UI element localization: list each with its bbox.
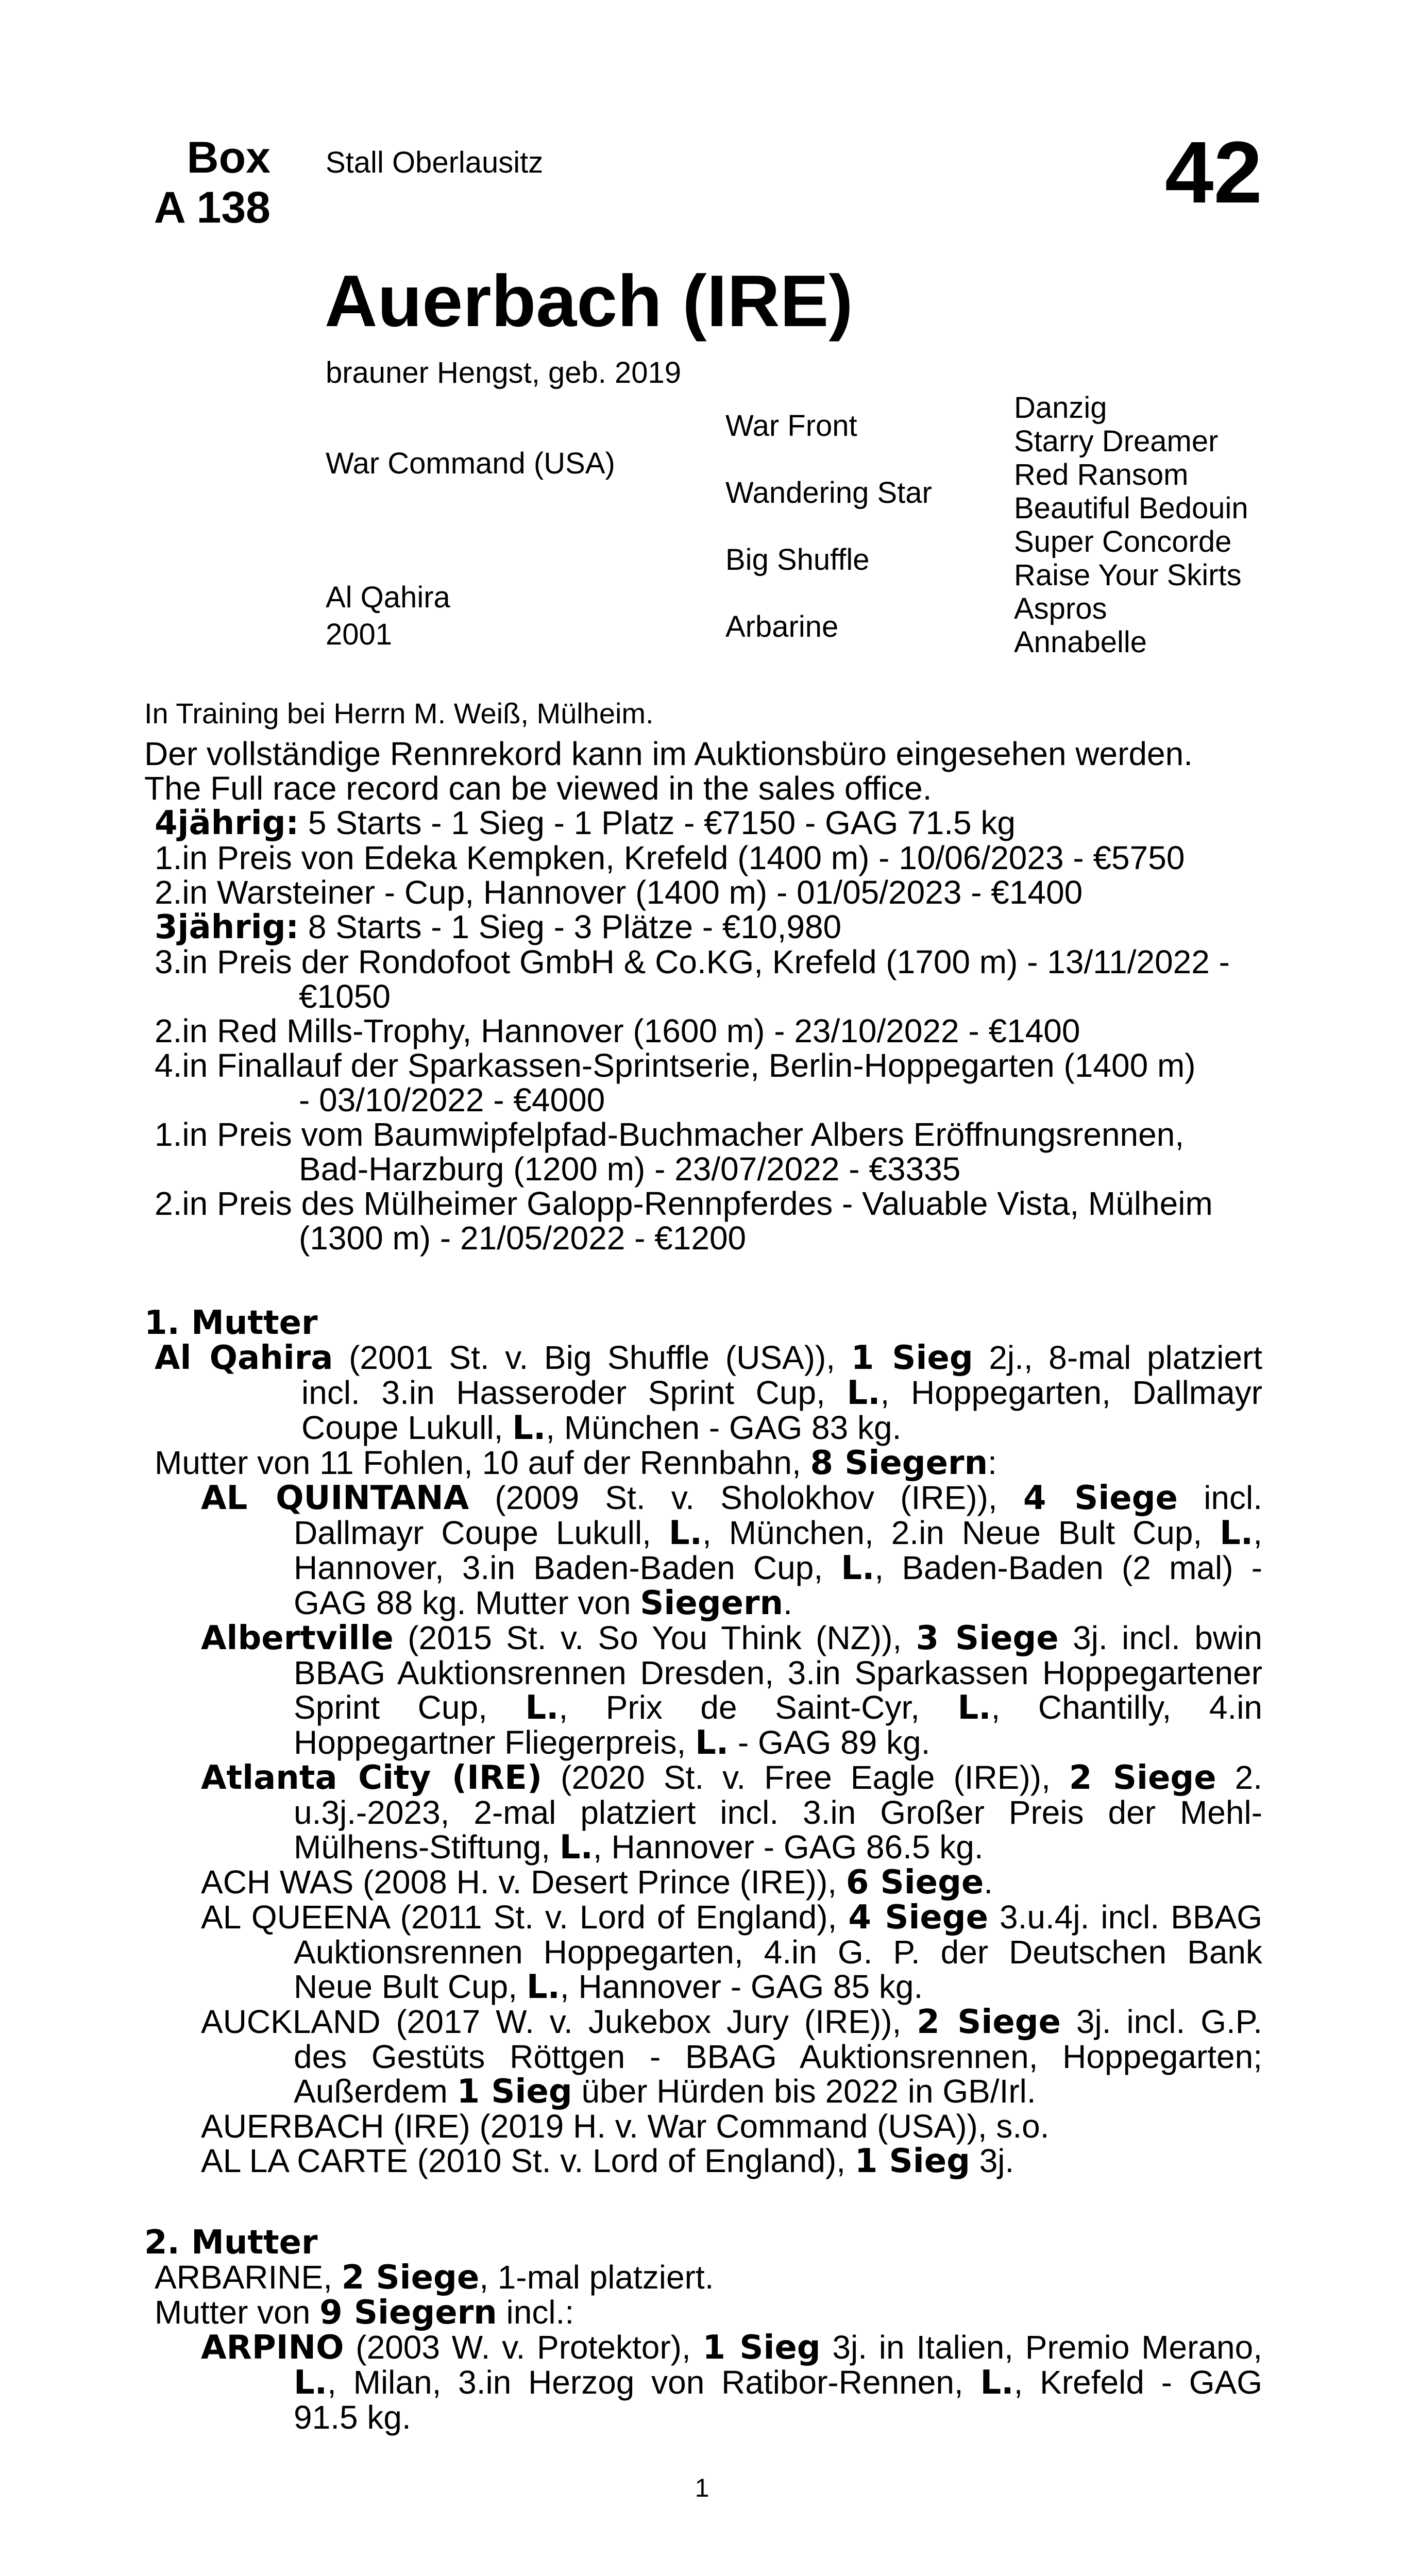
pedigree-great-grandparent: Aspros (1014, 592, 1107, 625)
race-result: 1.in Preis vom Baumwipfelpfad-Buchmacher Albers Eröffnungsrennen, Bad-Harzburg (1200 m) - 23/07/2022 - €3335 (155, 1116, 1185, 1188)
race-record (144, 737, 1262, 1256)
pedigree-great-grandparent: Raise Your Skirts (1014, 558, 1242, 592)
offspring-entry: AL LA CARTE (2010 St. v. Lord of England), 1 Sieg 3j. (201, 2142, 1014, 2180)
race-result: 2.in Red Mills-Trophy, Hannover (1600 m) - 23/10/2022 - €1400 (155, 1012, 1080, 1049)
pedigree-great-grandparent: Danzig (1014, 391, 1107, 425)
pedigree-sire: War Command (USA) (326, 447, 615, 480)
offspring-entry: ACH WAS (2008 H. v. Desert Prince (IRE)), 6 Siege. (201, 1863, 993, 1902)
offspring-entry: AUERBACH (IRE) (2019 H. v. War Command (USA)), s.o. (201, 2108, 1050, 2145)
offspring-entry: AL QUINTANA (2009 St. v. Sholokhov (IRE)), 4 Siege incl. Dallmayr Coupe Lukull, L., München, 2.in Neue Bult Cup, L., Hannover, 3.in Baden-Baden Cup, L., Baden-Baden (2 mal) - GAG 88 kg. Mutter von Siegern. (201, 1479, 1263, 1622)
produce-record: Mutter von 11 Fohlen, 10 auf der Rennbahn, 8 Siegern: (155, 1444, 997, 1482)
first-dam-heading: 1. Mutter (144, 1304, 318, 1342)
listed-badge: L. (512, 1409, 546, 1447)
age3-label: 3jährig: (155, 908, 299, 946)
horse-description: brauner Hengst, geb. 2019 (326, 356, 682, 389)
lot-number: 42 (1164, 124, 1262, 222)
pedigree-great-grandparent: Beautiful Bedouin (1014, 492, 1248, 525)
race-result: 3.in Preis der Rondofoot GmbH & Co.KG, Krefeld (1700 m) - 13/11/2022 - €1050 (155, 943, 1230, 1015)
age3-summary: 3jährig: 8 Starts - 1 Sieg - 3 Plätze - €10,980 (155, 908, 842, 946)
page-number: 1 (695, 2473, 709, 2502)
pedigree-grandparent: Wandering Star (725, 476, 932, 510)
horse-name: Auerbach (IRE) (325, 260, 853, 342)
race-record-note-en: The Full race record can be viewed in the sales office. (144, 770, 932, 807)
pedigree-great-grandparent: Annabelle (1014, 625, 1147, 659)
race-record-note-de: Der vollständige Rennrekord kann im Auktionsbüro eingesehen werden. (144, 735, 1193, 772)
pedigree-great-grandparent: Starry Dreamer (1014, 425, 1219, 458)
listed-badge: L. (847, 1374, 881, 1412)
pedigree-grandparent: War Front (725, 409, 857, 443)
second-dam-section (144, 2226, 1262, 2435)
second-dam-record: ARBARINE, 2 Siege, 1-mal platziert. (155, 2259, 714, 2297)
offspring-entry: AL QUEENA (2011 St. v. Lord of England), 4 Siege 3.u.4j. incl. BBAG Auktionsrennen Hoppegarten, 4.in G. P. der Deutschen Bank Neue Bult Cup, L., Hannover - GAG 85 kg. (201, 1899, 1262, 2006)
offspring-entry: AUCKLAND (2017 W. v. Jukebox Jury (IRE)), 2 Siege 3j. incl. G.P. des Gestüts Röttgen - BBAG Auktionsrennen, Hoppegarten; Außerdem 1 Sieg über Hürden bis 2022 in GB/Irl. (201, 2003, 1263, 2111)
age4-label: 4jährig: (155, 804, 299, 842)
pedigree-great-grandparent: Red Ransom (1014, 458, 1189, 492)
owner: Stall Oberlausitz (326, 146, 544, 179)
box-number: A 138 (154, 183, 270, 232)
first-dam-section: 1. Mutter Al Qahira (2001 St. v. Big Shuffle (USA)), 1 Sieg 2j., 8-mal platziert incl. 3.in Hasseroder Sprint Cup, L., Hoppegarten, Dallmayr Coupe Lukull, L., München - GAG 83 kg. Mutter von 11 Fohlen, 10 auf der Rennbahn, 8 Siegern: AL QUINTANA (2009 St. v. Sholokhov (IRE)), 4 Siege incl. Dallmayr Coupe Lukull, L., München, 2.in Neue Bult Cup, L., Hannover, 3.in Baden-Baden Cup, L., Baden-Baden (2 mal) - GAG 88 kg. Mutter von Siegern. Albertville (2015 St. v. So You Think (NZ)), 3 Siege 3j. incl. bwin BBAG Auktionsrennen Dresden, 3.in Sparkassen Hoppegartener Sprint Cup, L., Prix de Saint-Cyr, L., Chantilly, 4.in Hoppegartner Fliegerpreis, L. - GAG 89 kg. Atlanta City (IRE) (2020 St. v. Free Eagle (IRE)), 2 Siege 2. u.3j.-2023, 2-mal platziert incl. 3.in Großer Preis der Mehl- Mülhens-Stiftung, L., Hannover - GAG 86.5 kg. ACH WAS (2008 H. v. Desert Prince (IRE)), 6 Siege. AL QUEENA (2011 St. v. Lord of England), 4 Siege 3.u.4j. incl. BBAG Auktionsrennen Hoppegarten, 4.in G. P. der Deutschen Bank Neue Bult Cup, L., Hannover - GAG 85 kg. AUCKLAND (2017 W. v. Jukebox Jury (IRE)), 2 Siege 3j. incl. G.P. des Gestüts Röttgen - BBAG Auktionsrennen, Hoppegarten; Außerdem 1 Sieg über Hürden bis 2022 in GB/Irl. AUERBACH (IRE) (2019 H. v. War Command (USA)), s.o. AL LA CARTE (2010 St. v. Lord of England), 1 Sieg 3j. (144, 1304, 1263, 2180)
race-result: 4.in Finallauf der Sparkassen-Sprintserie, Berlin-Hoppegarten (1400 m) - 03/10/2022 - €4000 (155, 1047, 1196, 1118)
age4-summary: 4jährig: 5 Starts - 1 Sieg - 1 Platz - €7150 - GAG 71.5 kg (155, 804, 1016, 842)
offspring-entry: Albertville (2015 St. v. So You Think (NZ)), 3 Siege 3j. incl. bwin BBAG Auktionsrennen Dresden, 3.in Sparkassen Hoppegartener Sprint Cup, L., Prix de Saint-Cyr, L., Chantilly, 4.in Hoppegartner Fliegerpreis, L. - GAG 89 kg. (201, 1619, 1263, 1762)
pedigree-great-grandparent: Super Concorde (1014, 525, 1232, 558)
box-label: Box (187, 133, 270, 182)
second-dam-produce: Mutter von 9 Siegern incl.: (155, 2294, 574, 2332)
pedigree-grandparent: Arbarine (725, 610, 839, 643)
pedigree-grandparent: Big Shuffle (725, 543, 870, 577)
second-dam-heading: 2. Mutter (144, 2224, 318, 2262)
pedigree-dam-year: 2001 (326, 618, 393, 651)
dam-entry-al-qahira: Al Qahira (2001 St. v. Big Shuffle (USA)), 1 Sieg 2j., 8-mal platziert (155, 1339, 1263, 1377)
trainer-info: In Training bei Herrn M. Weiß, Mülheim. (144, 697, 654, 730)
offspring-entry: Atlanta City (IRE) (2020 St. v. Free Eagle (IRE)), 2 Siege 2. u.3j.-2023, 2-mal platziert incl. 3.in Großer Preis der Mehl- Mülhens-Stiftung, L., Hannover - GAG 86.5 kg. (201, 1759, 1263, 1867)
race-result: 2.in Preis des Mülheimer Galopp-Rennpferdes - Valuable Vista, Mülheim (1300 m) - 21/05/2022 - €1200 (155, 1185, 1213, 1257)
pedigree-dam: Al Qahira (326, 581, 450, 614)
offspring-entry: ARPINO (2003 W. v. Protektor), 1 Sieg 3j. in Italien, Premio Merano, L., Milan, 3.in Herzog von Ratibor-Rennen, L., Krefeld - GAG 91.5 kg. (201, 2329, 1263, 2436)
race-result: 2.in Warsteiner - Cup, Hannover (1400 m) - 01/05/2023 - €1400 (155, 874, 1083, 911)
race-result: 1.in Preis von Edeka Kempken, Krefeld (1400 m) - 10/06/2023 - €5750 (155, 839, 1185, 876)
